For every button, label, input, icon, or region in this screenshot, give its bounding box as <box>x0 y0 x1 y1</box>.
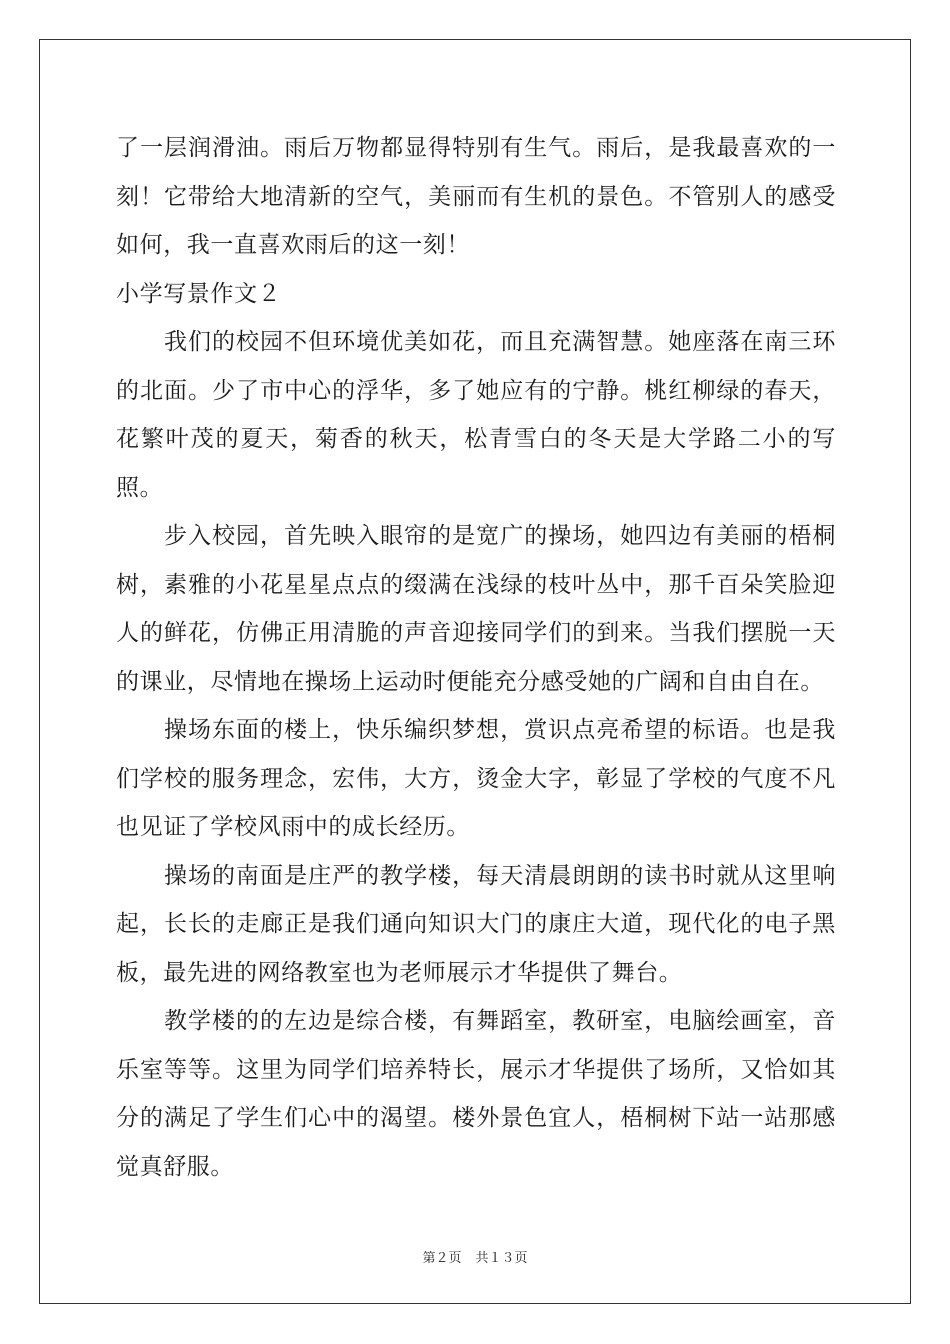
paragraph: 操场东面的楼上，快乐编织梦想，赏识点亮希望的标语。也是我们学校的服务理念，宏伟，大方，烫金大字，彰显了学校的气度不凡也见证了学校风雨中的成长经历。 <box>116 717 836 840</box>
paragraph: 操场的南面是庄严的教学楼，每天清晨朗朗的读书时就从这里响起，长长的走廊正是我们通向知识大门的康庄大道，现代化的电子黑板，最先进的网络教室也为老师展示才华提供了舞台。 <box>116 862 836 986</box>
paragraph: 我们的校园不但环境优美如花，而且充满智慧。她座落在南三环的北面。少了市中心的浮华，多了她应有的宁静。桃红柳绿的春天，花繁叶茂的夏天，菊香的秋天，松青雪白的冬天是大学路二小的写照。 <box>116 329 836 501</box>
page-total: 共１３页 <box>475 1251 528 1266</box>
paragraph: 教学楼的的左边是综合楼，有舞蹈室，教研室，电脑绘画室，音乐室等等。这里为同学们培养特长，展示才华提供了场所，又恰如其分的满足了学生们心中的渴望。楼外景色宜人，梧桐树下站一站那感觉真舒服。 <box>116 1008 836 1180</box>
paragraph: 了一层润滑油。雨后万物都显得特别有生气。雨后，是我最喜欢的一刻！它带给大地清新的空气，美丽而有生机的景色。不管别人的感受如何，我一直喜欢雨后的这一刻！ <box>116 135 836 258</box>
document-body <box>116 124 836 1191</box>
page-number: 第２页 <box>422 1251 462 1266</box>
section-heading: 小学写景作文２ <box>116 280 282 307</box>
paragraph: 步入校园，首先映入眼帘的是宽广的操场，她四边有美丽的梧桐树，素雅的小花星星点点的缀满在浅绿的枝叶丛中，那千百朵笑脸迎人的鲜花，仿佛正用清脆的声音迎接同学们的到来。当我们摆脱一天的课业，尽情地在操场上运动时便能充分感受她的广阔和自由自在。 <box>116 523 836 695</box>
page-footer <box>0 1247 950 1266</box>
